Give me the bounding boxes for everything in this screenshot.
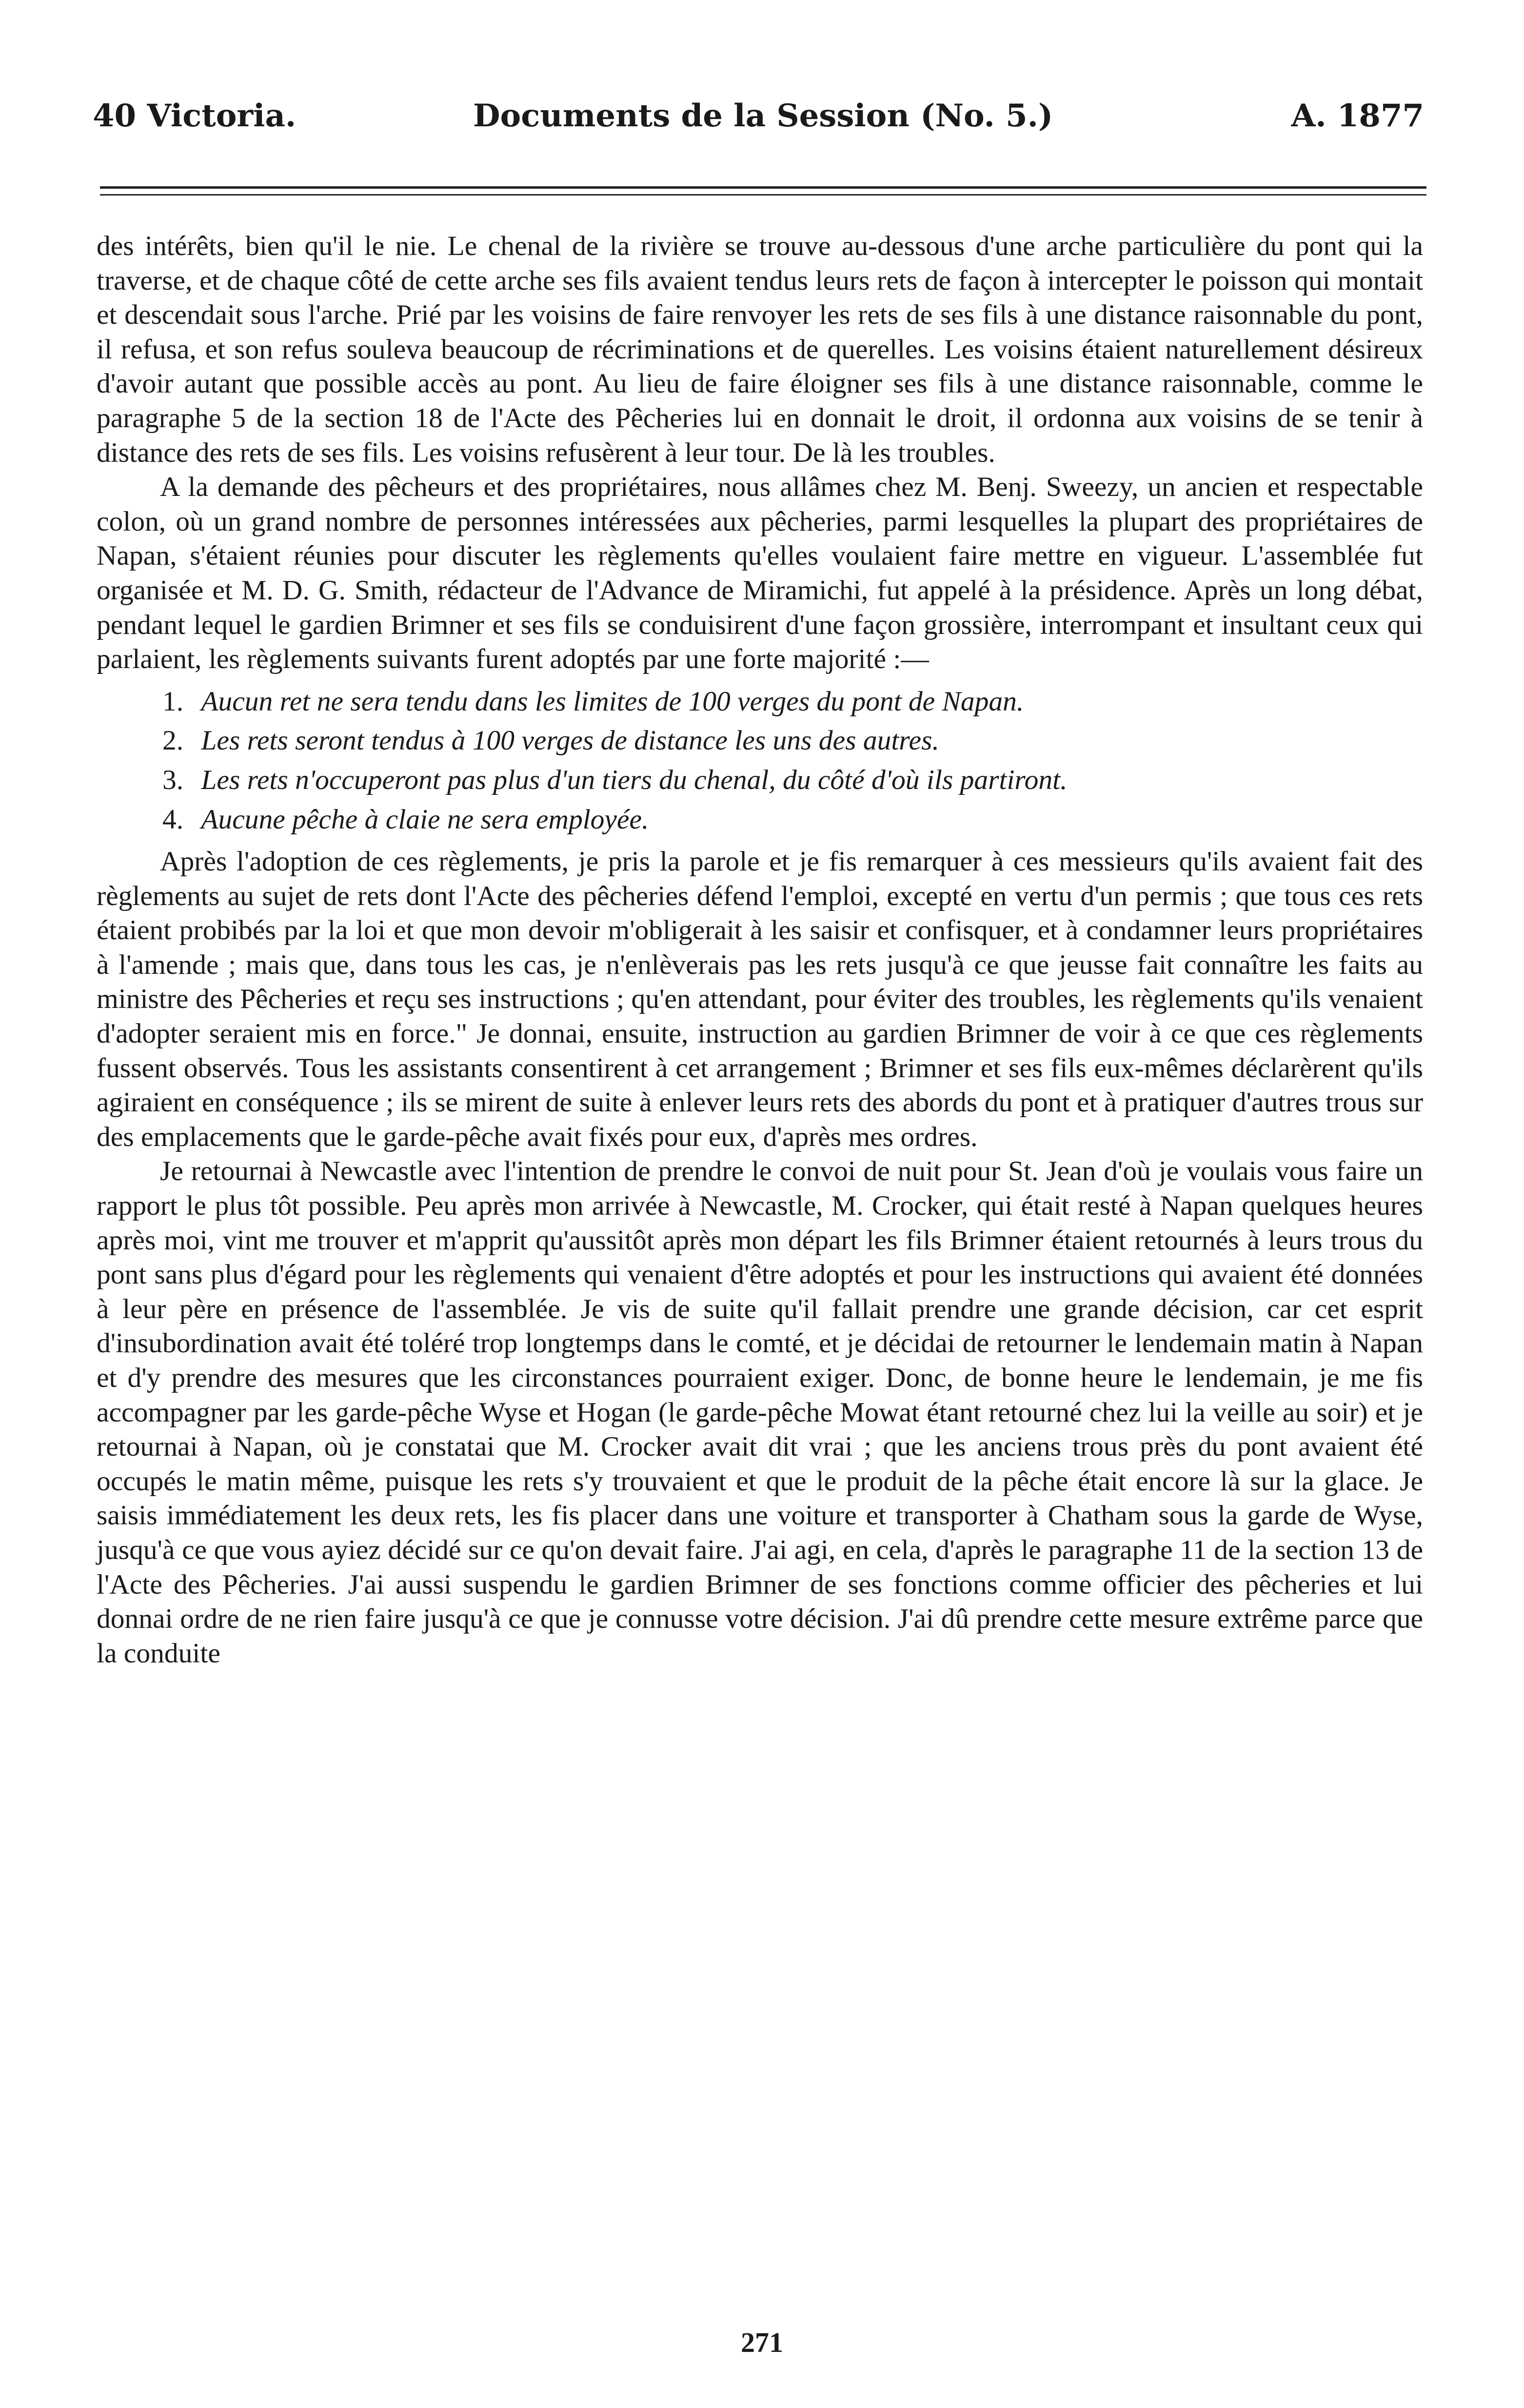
paragraph-4: Je retournai à Newcastle avec l'intention de prendre le convoi de nuit pour St. Jean d'où je voulais vous faire un rapport le plus tôt possible. Peu après mon arrivée à Newcastle, M. Crocker, qui était resté à Napan quelques heures après moi, vint me trouver et m'apprit qu'aussitôt après mon départ les fils Brimner étaient retournés à leurs trous du pont sans plus d'égard pour les règlements qui venaient d'être adoptés et pour les instructions qui avaient été données à leur père en présence de l'assemblée. Je vis de suite qu'il fallait prendre une grande décision, car cet esprit d'insubordination avait été toléré trop longtemps dans le comté, et je décidai de retourner le lendemain matin à Napan et d'y prendre des mesures que les circonstances pourraient exiger. Donc, de bonne heure le lendemain, je me fis accompagner par les garde-pêche Wyse et Hogan (le garde-pêche Mowat étant retourné chez lui la veille au soir) et je retournai à Napan, où je constatai que M. Crocker avait dit vrai ; que les anciens trous près du pont avaient été occupés le matin même, puisque les rets s'y trouvaient et que le produit de la pêche était encore là sur la glace. Je saisis immédiatement les deux rets, les fis placer dans une voiture et transporter à Chatham sous la garde de Wyse, jusqu'à ce que vous ayiez décidé sur ce qu'on devait faire. J'ai agi, en cela, d'après le paragraphe 11 de la section 13 de l'Acte des Pêcheries. J'ai aussi suspendu le gardien Brimner de ses fonctions comme officier des pêcheries et lui donnai ordre de ne rien faire jusqu'à ce que je connusse votre décision. J'ai dû prendre cette mesure extrême parce que la conduite: [97, 1156, 1423, 1669]
rule-text: Aucune pêche à claie ne sera employée.: [201, 804, 649, 835]
header-volume: 40 Victoria.: [93, 98, 297, 134]
rule-text: Les rets n'occuperont pas plus d'un tiers du chenal, du côté d'où ils partiront.: [201, 764, 1068, 795]
running-header: [93, 98, 1424, 141]
list-item: [97, 763, 1423, 798]
header-year: A. 1877: [1291, 98, 1424, 134]
body-text: [97, 229, 1423, 1671]
header-title: Documents de la Session (No. 5.): [473, 98, 1053, 134]
list-item: [97, 724, 1423, 758]
header-rule-thin: [100, 194, 1426, 196]
rule-number: 4.: [162, 804, 184, 835]
rule-text: Aucun ret ne sera tendu dans les limites de 100 verges du pont de Napan.: [201, 686, 1024, 717]
header-rule-thick: [100, 186, 1426, 189]
page-number: 271: [741, 2327, 783, 2358]
rule-number: 1.: [162, 686, 184, 717]
regulations-list: [97, 685, 1423, 837]
paragraph-1: des intérêts, bien qu'il le nie. Le chenal de la rivière se trouve au-dessous d'une arche particulière du pont qui la traverse, et de chaque côté de cette arche ses fils avaient tendus leurs rets de façon à intercepter le poisson qui montait et descendait sous l'arche. Prié par les voisins de faire renvoyer les rets de ses fils à une distance raisonnable du pont, il refusa, et son refus souleva beaucoup de récriminations et de querelles. Les voisins étaient naturellement désireux d'avoir autant que possible accès au pont. Au lieu de faire éloigner ses fils à une distance raisonnable, comme le paragraphe 5 de la section 18 de l'Acte des Pêcheries lui en donnait le droit, il ordonna aux voisins de se tenir à distance des rets de ses fils. Les voisins refusèrent à leur tour. De là les troubles.: [97, 231, 1423, 468]
rule-number: 2.: [162, 725, 184, 756]
list-item: [97, 803, 1423, 837]
rule-number: 3.: [162, 764, 184, 795]
rule-text: Les rets seront tendus à 100 verges de distance les uns des autres.: [201, 725, 939, 756]
paragraph-2: A la demande des pêcheurs et des propriétaires, nous allâmes chez M. Benj. Sweezy, un ancien et respectable colon, où un grand nombre de personnes intéressées aux pêcheries, parmi lesquelles la plupart des propriétaires de Napan, s'étaient réunies pour discuter les règlements qu'elles voulaient faire mettre en vigueur. L'assemblée fut organisée et M. D. G. Smith, rédacteur de l'Advance de Miramichi, fut appelé à la présidence. Après un long débat, pendant lequel le gardien Brimner et ses fils se conduisirent d'une façon grossière, interrompant et insultant ceux qui parlaient, les règlements suivants furent adoptés par une forte majorité :—: [97, 472, 1423, 675]
list-item: [97, 685, 1423, 719]
paragraph-3: Après l'adoption de ces règlements, je pris la parole et je fis remarquer à ces messieurs qu'ils avaient fait des règlements au sujet de rets dont l'Acte des pêcheries défend l'emploi, excepté en vertu d'un permis ; que tous ces rets étaient probibés par la loi et que mon devoir m'obligerait à les saisir et confisquer, et à condamner leurs propriétaires à l'amende ; mais que, dans tous les cas, je n'enlèverais pas les rets jusqu'à ce que jeusse fait connaître les faits au ministre des Pêcheries et reçu ses instructions ; qu'en attendant, pour éviter des troubles, les règlements qu'ils venaient d'adopter seraient mis en force." Je donnai, ensuite, instruction au gardien Brimner de voir à ce que ces règlements fussent observés. Tous les assistants consentirent à cet arrangement ; Brimner et ses fils eux-mêmes déclarèrent qu'ils agiraient en conséquence ; ils se mirent de suite à enlever leurs rets des abords du pont et à pratiquer d'autres trous sur des emplacements que le garde-pêche avait fixés pour eux, d'après mes ordres.: [97, 846, 1423, 1152]
